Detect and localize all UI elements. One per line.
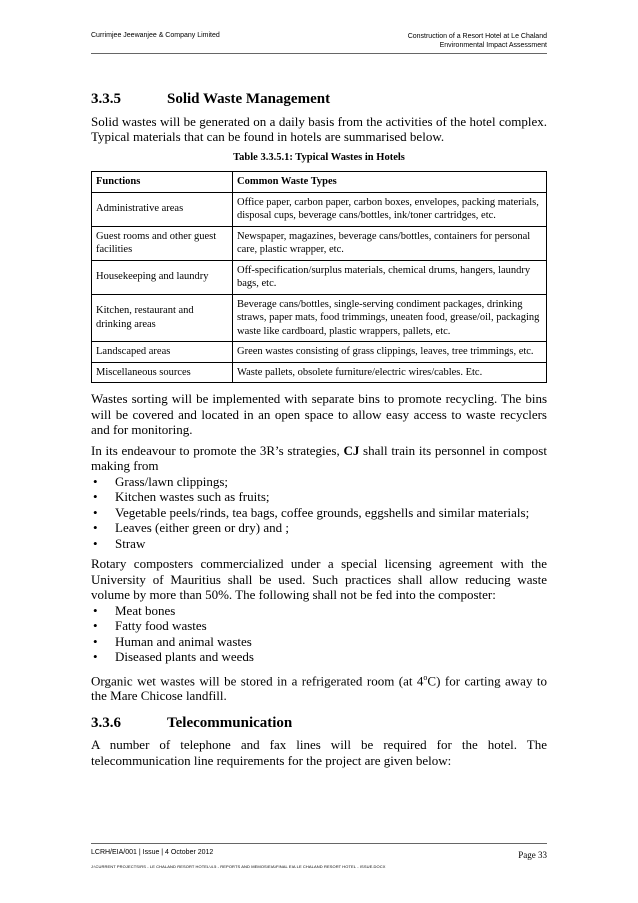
table-caption [91,150,547,166]
table-row [92,226,547,260]
telecom-intro: A number of telephone and fax lines will be required for the hotel. The telecommunication line requirements for the project are given below: [91,737,547,768]
waste-types-table [91,171,547,383]
waste-types-cell: Waste pallets, obsolete furniture/electric wires/cables. Etc. [233,362,547,383]
three-r-text-start: In its endeavour to promote the 3R’s strategies, [91,442,344,458]
list-item: • Vegetable peels/rinds, tea bags, coffee grounds, eggshells and similar materials; [91,505,547,521]
function-cell: Guest rooms and other guest facilities [92,226,233,260]
list-item: • Human and animal wastes [91,634,547,650]
section-heading-solid-waste [91,92,547,108]
function-cell: Kitchen, restaurant and drinking areas [92,294,233,342]
function-cell: Landscaped areas [92,342,233,363]
section-title: Telecommunication [167,714,293,731]
excluded-materials-list [91,603,547,665]
table-row [92,294,547,342]
section-number: 3.3.5 [91,91,121,107]
table-caption-text: : Typical Wastes in Hotels [289,151,405,163]
section-number: 3.3.6 [91,714,121,731]
list-item: • Meat bones [91,603,547,619]
header-project-title: Construction of a Resort Hotel at Le Chaland [407,33,547,40]
table-row [92,362,547,383]
compost-materials-list [91,474,547,552]
list-item: • Diseased plants and weeds [91,649,547,665]
waste-types-cell: Beverage cans/bottles, single-serving condiment packages, drinking straws, paper mats, food trimmings, uneaten food, grease/oil, packaging waste like cardboard, plastic wrappers, pallets, etc. [233,294,547,342]
list-item: • Grass/lawn clippings; [91,474,547,490]
waste-types-cell: Off-specification/surplus materials, chemical drums, hangers, laundry bags, etc. [233,260,547,294]
function-cell: Housekeeping and laundry [92,260,233,294]
company-abbrev: CJ [343,442,360,458]
header-project [408,32,547,50]
list-item: • Leaves (either green or dry) and ; [91,520,547,536]
degree-superscript: o [423,672,428,682]
organic-waste-paragraph [91,670,547,704]
header-company: Currimjee Jeewanjee & Company Limited [91,32,220,39]
solid-waste-intro: Solid wastes will be generated on a daily basis from the activities of the hotel complex. Typical materials that can be found in hotels are summarised below. [91,113,547,144]
table-header-row [92,172,547,193]
function-cell: Administrative areas [92,192,233,226]
waste-types-cell: Green wastes consisting of grass clippings, leaves, tree trimmings, etc. [233,342,547,363]
table-row [92,192,547,226]
table-row [92,342,547,363]
sorting-paragraph: Wastes sorting will be implemented with separate bins to promote recycling. The bins will be covered and located in an open space to allow easy access to waste recyclers and for monitoring. [91,391,547,437]
header-divider [91,53,547,54]
page-number: Page 33 [518,850,547,860]
list-item: • Fatty food wastes [91,618,547,634]
three-r-text-end: shall train its personnel in compost making from [91,442,547,473]
header-project-subtitle: Environmental Impact Assessment [439,42,547,49]
section-title: Solid Waste Management [167,91,331,107]
column-header-waste-types: Common Waste Types [233,172,547,193]
list-item: • Straw [91,536,547,552]
column-header-functions: Functions [92,172,233,193]
rotary-composter-paragraph: Rotary composters commercialized under a special licensing agreement with the University of Mauritius shall be used. Such practices shall allow reducing waste volume by more than 50%. The following shall not be fed into the composter: [91,556,547,602]
function-cell: Miscellaneous sources [92,362,233,383]
table-row [92,260,547,294]
section-heading-telecom [91,716,547,732]
organic-text-start: Organic wet wastes will be stored in a refrigerated room (at 4 [91,672,424,688]
footer-file-path: J:\CURRENT PROJECTS\RS - LE CHALAND RESORT HOTEL\4.5 - REPORTS AND MEMOS\EIA\FINAL EIA LE CHALAND RESORT HOTEL - ISSUE.DOCX [91,864,386,869]
table-caption-label: Table 3.3.5.1 [233,151,290,163]
organic-text-end: C) for carting away to the Mare Chicose landfill. [91,672,548,704]
waste-types-cell: Newspaper, magazines, beverage cans/bottles, containers for personal care, plastic wrapper, etc. [233,226,547,260]
list-item: • Kitchen wastes such as fruits; [91,489,547,505]
three-r-paragraph [91,443,547,474]
footer-divider [91,843,547,844]
footer-doc-ref: LCRH/EIA/001 | Issue | 4 October 2012 [91,849,214,856]
page-body [91,92,547,773]
waste-types-cell: Office paper, carbon paper, carbon boxes, envelopes, packing materials, disposal cups, beverage cans/bottles, ink/toner cartridges, etc. [233,192,547,226]
